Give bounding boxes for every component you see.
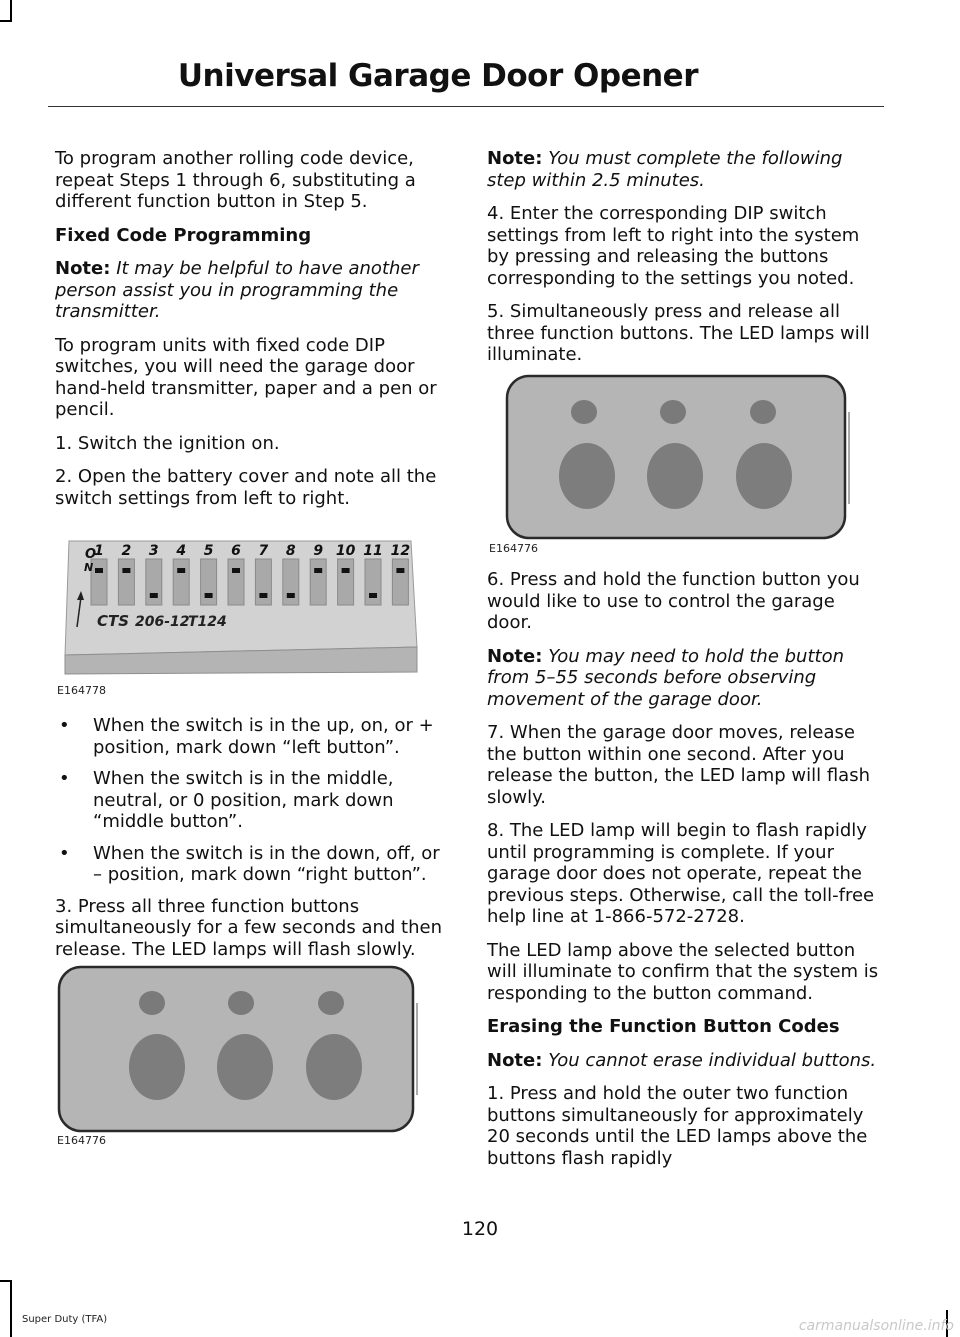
dip-n-label: N (84, 561, 94, 574)
figure-code-led-1: E164776 (57, 1134, 106, 1147)
function-button-middle (217, 1034, 273, 1100)
dip-number-5: 5 (203, 543, 214, 559)
heading-erasing: Erasing the Function Button Codes (487, 1016, 840, 1037)
dip-slot-6 (228, 559, 244, 605)
dip-number-10: 10 (335, 543, 356, 559)
dip-slot-1 (91, 559, 107, 605)
right-column-lower (487, 569, 883, 1181)
dip-toggle-4 (177, 568, 185, 573)
crop-mark-bottom-left-h (0, 1280, 12, 1282)
dip-switch-figure (55, 527, 425, 697)
note-helper (55, 258, 453, 323)
step-5: 5. Simultaneously press and release all three function buttons. The LED lamps will illuminate. (487, 301, 870, 365)
paragraph-led-confirm: The LED lamp above the selected button will illuminate to confirm that the system is responding to the button command. (487, 939, 879, 1004)
led-right (750, 400, 776, 424)
note-text: You must complete the following step within 2.5 minutes. (487, 148, 843, 191)
note-time-limit (487, 148, 883, 191)
step-4: 4. Enter the corresponding DIP switch settings from left to right into the system by pressing and releasing the buttons corresponding to the settings you noted. (487, 203, 860, 289)
dip-slot-12 (392, 559, 408, 605)
led-middle (660, 400, 686, 424)
dip-number-7: 7 (258, 543, 269, 559)
figure-code-dip: E164778 (57, 684, 106, 697)
dip-number-11: 11 (363, 543, 383, 559)
led-panel-figure-2 (487, 372, 857, 562)
step-3: 3. Press all three function buttons simultaneously for a few seconds and then release. The LED lamps will flash slowly. (55, 895, 442, 960)
step-2: 2. Open the battery cover and note all the switch settings from left to right. (55, 466, 437, 509)
note-hold-duration (487, 646, 883, 711)
step-8: 8. The LED lamp will begin to flash rapidly until programming is complete. If your garage door does not operate, repeat the previous steps. Otherwise, call the toll-free help line at 1-866-572-2728. (487, 820, 875, 927)
bullet-up (55, 715, 453, 758)
dip-on-label: O (85, 547, 97, 562)
left-column-lower (55, 715, 453, 972)
dip-slot-8 (283, 559, 299, 605)
bullet-text: When the switch is in the up, on, or + position, mark down “left button”. (93, 715, 434, 758)
dip-number-2: 2 (121, 543, 132, 559)
led-left (139, 991, 165, 1015)
function-button-left (129, 1034, 185, 1100)
function-button-right (736, 443, 792, 509)
bullet-mark: • (59, 842, 70, 864)
note-text: You may need to hold the button from 5–55 seconds before observing movement of the garage door. (487, 645, 844, 710)
dip-number-8: 8 (285, 543, 296, 559)
right-column (487, 148, 883, 378)
dip-number-9: 9 (313, 543, 324, 559)
dip-number-3: 3 (148, 543, 159, 559)
dip-slot-4 (173, 559, 189, 605)
dip-label-206: 206-12 (135, 614, 190, 630)
dip-switch-svg (55, 527, 425, 697)
erase-step-1: 1. Press and hold the outer two function buttons simultaneously for approximately 20 seconds until the LED lamps above the buttons flash rapidly (487, 1083, 868, 1169)
dip-number-1: 1 (94, 543, 104, 559)
note-label: Note: (487, 645, 543, 667)
note-text: You cannot erase individual buttons. (548, 1049, 877, 1071)
led-panel-svg (487, 372, 857, 542)
dip-toggle-3 (150, 593, 158, 598)
dip-slot-2 (118, 559, 134, 605)
bullet-middle (55, 768, 453, 833)
dip-number-6: 6 (231, 543, 241, 559)
dip-toggle-9 (314, 568, 322, 573)
dip-label-cts: CTS (97, 612, 130, 630)
note-no-individual (487, 1050, 883, 1072)
watermark-site: carmanualsonline.info (798, 1318, 954, 1334)
crop-mark-top-left (10, 0, 12, 22)
dip-toggle-10 (342, 568, 350, 573)
dip-slot-9 (310, 559, 326, 605)
paragraph-rolling-code: To program another rolling code device, repeat Steps 1 through 6, substituting a different function button in Step 5. (55, 148, 416, 212)
dip-toggle-11 (369, 593, 377, 598)
function-button-left (559, 443, 615, 509)
heading-fixed-code: Fixed Code Programming (55, 224, 312, 246)
dip-toggle-7 (259, 593, 267, 598)
dip-toggle-6 (232, 568, 240, 573)
function-button-right (306, 1034, 362, 1100)
dip-toggle-1 (95, 568, 103, 573)
crop-mark-top-left-h (0, 20, 12, 22)
note-label: Note: (55, 258, 111, 279)
left-column (55, 148, 453, 521)
led-panel-svg (55, 963, 425, 1133)
led-middle (228, 991, 254, 1015)
dip-toggle-8 (287, 593, 295, 598)
page-number: 120 (461, 1218, 499, 1240)
note-text: It may be helpful to have another person assist you in programming the transmitter. (55, 258, 419, 322)
header-rule (48, 106, 884, 107)
note-label: Note: (487, 1049, 543, 1071)
led-panel-figure-1 (55, 963, 425, 1153)
dip-slot-3 (146, 559, 162, 605)
bullet-mark: • (59, 715, 70, 736)
bullet-mark: • (59, 768, 70, 789)
dip-slot-11 (365, 559, 381, 605)
bullet-text: When the switch is in the down, off, or – position, mark down “right button”. (93, 842, 440, 885)
bullet-down (55, 843, 453, 886)
led-right (318, 991, 344, 1015)
dip-slot-7 (255, 559, 271, 605)
paragraph-dip: To program units with fixed code DIP switches, you will need the garage door hand-held transmitter, paper and a pen or pencil. (55, 334, 437, 420)
dip-number-4: 4 (176, 543, 187, 559)
dip-label-t124: T124 (188, 614, 227, 630)
dip-slot-5 (201, 559, 217, 605)
figure-code-led-2: E164776 (489, 542, 538, 555)
note-label: Note: (487, 148, 543, 169)
dip-toggle-2 (122, 568, 130, 573)
dip-slot-10 (338, 559, 354, 605)
step-6: 6. Press and hold the function button you would like to use to control the garage door. (487, 569, 860, 633)
crop-mark-bottom-left (10, 1280, 12, 1337)
step-7: 7. When the garage door moves, release the button within one second. After you release the button, the LED lamp will flash slowly. (487, 722, 870, 808)
footer-model: Super Duty (TFA) (22, 1314, 108, 1325)
dip-number-12: 12 (390, 543, 411, 559)
dip-toggle-5 (205, 593, 213, 598)
led-left (571, 400, 597, 424)
dip-toggle-12 (396, 568, 404, 573)
function-button-middle (647, 443, 703, 509)
step-1: 1. Switch the ignition on. (55, 432, 280, 454)
bullet-text: When the switch is in the middle, neutral, or 0 position, mark down “middle button”. (93, 768, 394, 832)
page-title: Universal Garage Door Opener (177, 58, 698, 94)
